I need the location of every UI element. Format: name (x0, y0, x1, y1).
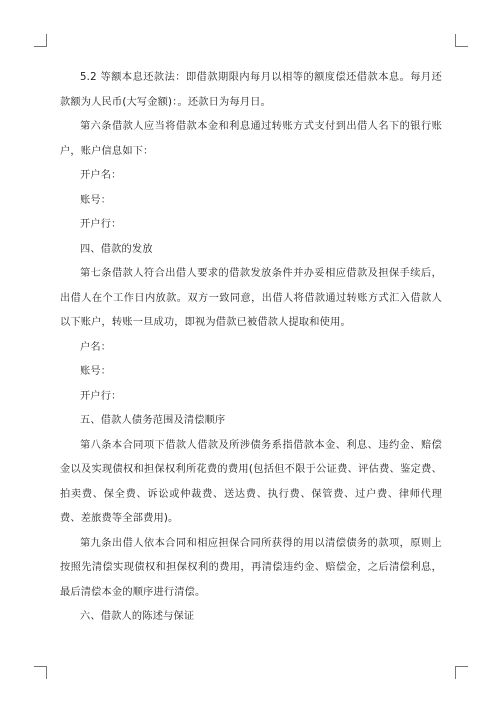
document-body (60, 66, 442, 630)
field-account-number: 账号： (80, 194, 112, 206)
section-heading-4: 四、借款的发放 (80, 243, 153, 255)
field-account-name: 开户名： (80, 170, 122, 181)
paragraph-article-8: 第八条本合同项下借款人借款及所涉债务系指借款本金、利息、违约金、赔偿金以及实现债权和担保权利所花费的费用(包括但不限于公证费、评估费、鉴定费、拍卖费、保全费、诉讼或仲裁费、送达费、执行费、保管费、过户费、律师代理费、差旅费等全部费用)。 (60, 439, 442, 524)
paragraph-repayment-method: 5.2 等额本息还款法：即借款期限内每月以相等的额度偿还借款本息。每月还款额为人民币(大写金额)：。还款日为每月日。 (60, 72, 442, 108)
paragraph-article-6: 第六条借款人应当将借款本金和利息通过转账方式支付到出借人名下的银行账户，账户信息如下： (60, 121, 442, 157)
section-heading-5: 五、借款人债务范围及清偿顺序 (80, 415, 226, 426)
crop-mark-top-right (455, 34, 468, 47)
paragraph-article-9: 第九条出借人依本合同和相应担保合同所获得的用以清偿债务的款项，原则上按照先清偿实现债权和担保权利的费用，再清偿违约金、赔偿金，之后清偿利息，最后清偿本金的顺序进行清偿。 (60, 537, 442, 598)
paragraph-article-7: 第七条借款人符合出借人要求的借款发放条件并办妥相应借款及担保手续后，出借人在个工作日内放款。双方一致同意，出借人将借款通过转账方式汇入借款人以下账户，转账一旦成功，即视为借款已被借款人提取和使用。 (60, 268, 442, 328)
crop-mark-top-left (34, 34, 47, 47)
section-heading-6: 六、借款人的陈述与保证 (80, 611, 195, 622)
crop-mark-bottom-left (34, 666, 47, 679)
field-borrower-name: 户名： (80, 341, 112, 353)
field-bank: 开户行： (80, 219, 122, 230)
crop-mark-bottom-right (455, 666, 468, 679)
field-borrower-account: 账号： (80, 366, 112, 377)
field-borrower-bank: 开户行： (80, 390, 122, 402)
